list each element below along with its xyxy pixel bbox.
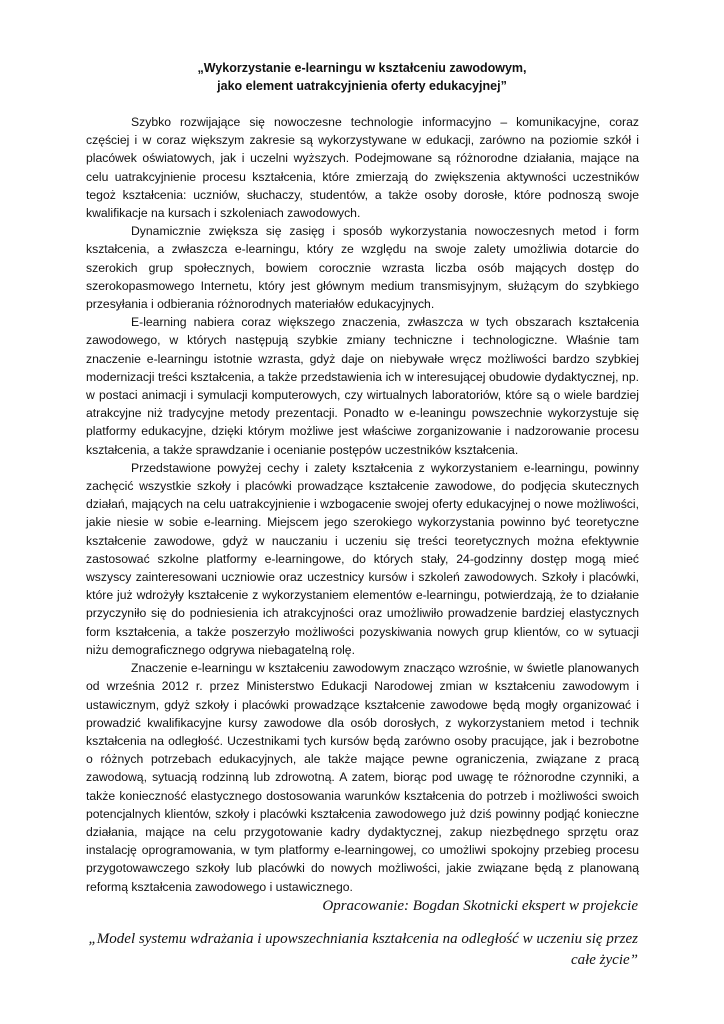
paragraph: Szybko rozwijające się nowoczesne technologie informacyjno – komunikacyjne, coraz częściej i w coraz większym zakresie są wykorzystywane w edukacji, zarówno na poziomie szkół i placówek oświatowych, jak i uczelni wyższych. Podejmowane są różnorodne działania, mające na celu uatrakcyjnienie procesu kształcenia, które zmierzają do zwiększenia aktywności uczestników tegoż kształcenia: uczniów, słuchaczy, studentów, a także osoby dorosłe, które podnoszą swoje kwalifikacje na kursach i szkoleniach zawodowych. (86, 115, 639, 221)
footer-credit: Opracowanie: Bogdan Skotnicki ekspert w projekcie (322, 898, 638, 914)
paragraph: E-learning nabiera coraz większego znaczenia, zwłaszcza w tych obszarach kształcenia zawodowego, w których następują szybkie zmiany techniczne i technologiczne. Właśnie tam znaczenie e-learningu istotnie wzrasta, gdyż daje on niebywałe wręcz możliwości bardzo szybkiej modernizacji treści kształcenia, a także przedstawienia ich w interesującej obudowie dydaktycznej, np. w postaci animacji i symulacji komputerowych, czy wirtualnych laboratoriów, które są o wiele bardziej atrakcyjne niż tradycyjne metody prezentacji. Ponadto w e-leaningu powszechnie wykorzystuje się platformy edukacyjne, dzięki którym możliwe jest właściwe zorganizowanie i nadzorowanie procesu kształcenia, a także sprawdzanie i ocenianie postępów uczestników kształcenia. (86, 315, 639, 457)
footer-project-name: „Model systemu wdrażania i upowszechniania kształcenia na odległość w uczeniu się przez całe życie” (88, 931, 638, 968)
document-footer (86, 896, 638, 971)
document-title (86, 59, 638, 95)
paragraph: Znaczenie e-learningu w kształceniu zawodowym znacząco wzrośnie, w świetle planowanych od września 2012 r. przez Ministerstwo Edukacji Narodowej zmian w kształceniu zawodowym i ustawicznym, gdyż szkoły i placówki prowadzące kształcenie zawodowe będą mogły organizować i prowadzić kwalifikacyjne kursy zawodowe dla osób dorosłych, z wykorzystaniem metod i technik kształcenia na odległość. Uczestnikami tych kursów będą zarówno osoby pracujące, jak i bezrobotne o różnych potrzebach edukacyjnych, ale także mające pewne ograniczenia, związane z pracą zawodową, sytuacją rodzinną lub zdrowotną. A zatem, biorąc pod uwagę te różnorodne czynniki, a także konieczność elastycznego dostosowania warunków kształcenia do potrzeb i możliwości swoich potencjalnych klientów, szkoły i placówki kształcenia zawodowego już dziś powinny podjąć konieczne działania, mające na celu przygotowanie kadry dydaktycznej, zakup niezbędnego sprzętu oraz instalację oprogramowania, w tym platformy e-learningowej, co umożliwi spokojny przebieg procesu przygotowawczego szkoły lub placówki do nowych możliwości, jakie związane będą z planowaną reformą kształcenia zawodowego i ustawicznego. (86, 661, 639, 894)
paragraph: Przedstawione powyżej cechy i zalety kształcenia z wykorzystaniem e-learningu, powinny zachęcić wszystkie szkoły i placówki prowadzące kształcenie zawodowe, do podjęcia skutecznych działań, mających na celu uatrakcyjnienie i wzbogacenie swojej oferty edukacyjnej o nowe możliwości, jakie niesie w sobie e-learning. Miejscem jego szerokiego wykorzystania powinno być teoretyczne kształcenie zawodowe, gdyż w nauczaniu i uczeniu się treści teoretycznych można efektywnie zastosować szkolne platformy e-learningowe, do których stały, 24-godzinny dostęp mogą mieć wszyscy zainteresowani uczniowie oraz uczestnicy kursów i szkoleń zawodowych. Szkoły i placówki, które już wdrożyły kształcenie z wykorzystaniem elementów e-learningu, potwierdzają, że to działanie przyczyniło się do podniesienia ich atrakcyjności oraz umożliwiło prowadzenie bardziej elastycznych form kształcenia, a także poszerzyło możliwości pozyskiwania nowych grup klientów, co w sytuacji niżu demograficznego odgrywa niebagatelną rolę. (86, 460, 639, 657)
title-line-2: jako element uatrakcyjnienia oferty edukacyjnej” (217, 79, 507, 93)
title-line-1: „Wykorzystanie e-learningu w kształceniu zawodowym, (197, 61, 527, 75)
document-body (86, 113, 639, 896)
paragraph: Dynamicznie zwiększa się zasięg i sposób wykorzystania nowoczesnych metod i form kształcenia, a zwłaszcza e-learningu, który ze względu na swoje zalety umożliwia dotarcie do szerokich grup społecznych, bowiem corocznie wzrasta liczba osób mających dostęp do szerokopasmowego Internetu, który jest głównym medium transmisyjnym, służącym do szybkiego przesyłania i odbierania różnorodnych materiałów edukacyjnych. (86, 224, 639, 312)
